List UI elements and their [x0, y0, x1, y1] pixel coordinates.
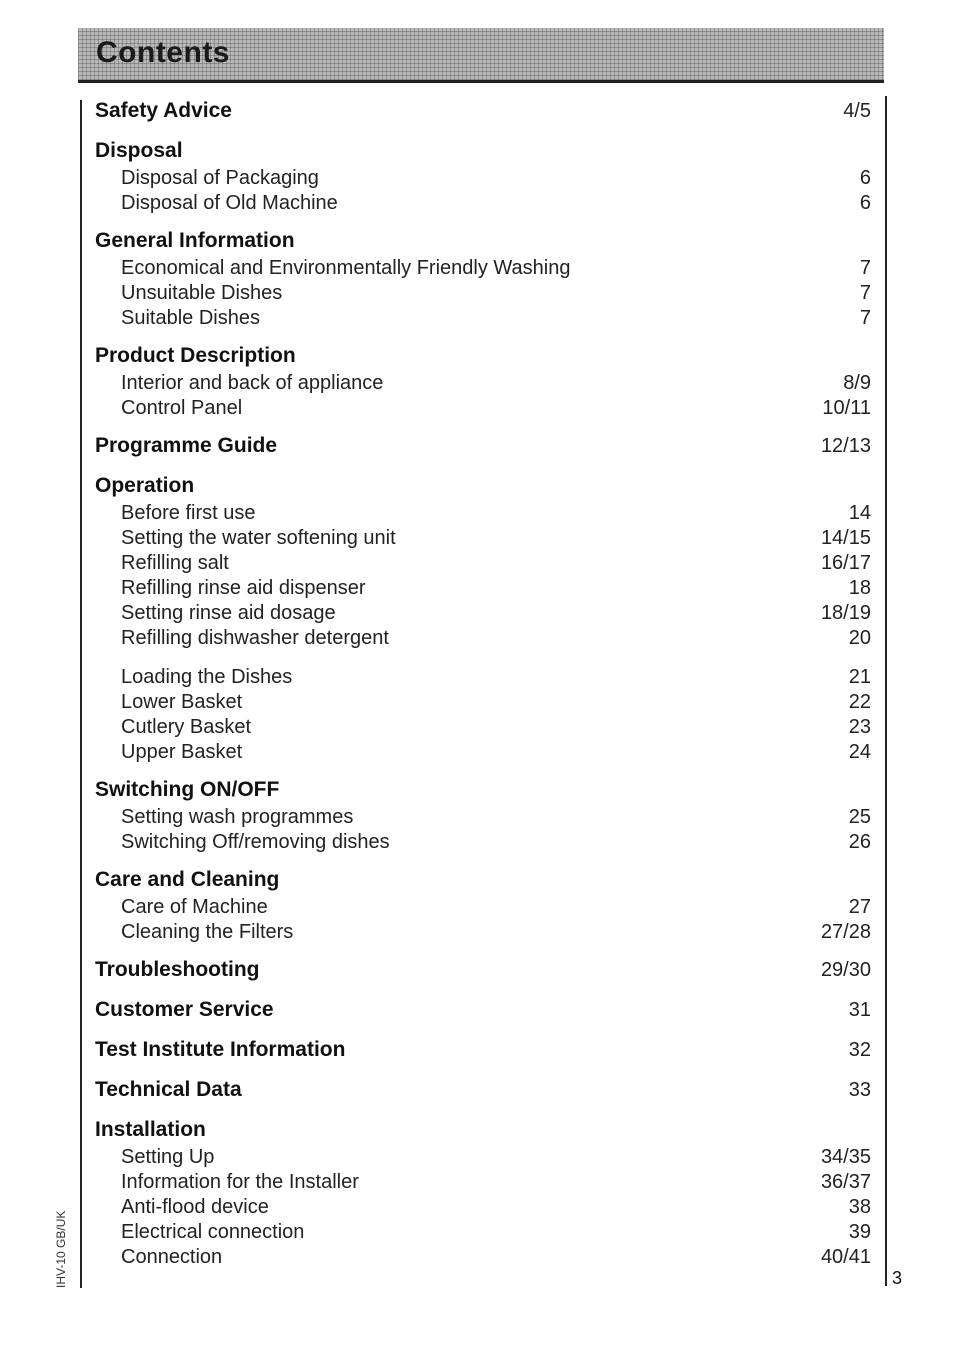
toc-section — [95, 431, 871, 461]
toc-entry-page: 27 — [848, 896, 871, 918]
toc-entry[interactable] — [95, 740, 871, 765]
toc-entry-label: Switching Off/removing dishes — [121, 831, 390, 853]
toc-heading-title: Disposal — [95, 139, 183, 162]
toc-section — [95, 995, 871, 1025]
toc-entry[interactable] — [95, 256, 871, 281]
toc-entry[interactable] — [95, 1245, 871, 1270]
toc-heading[interactable] — [95, 775, 871, 805]
toc-heading-title: Safety Advice — [95, 99, 232, 122]
toc-entry[interactable] — [95, 1170, 871, 1195]
toc-entry[interactable] — [95, 1145, 871, 1170]
toc-entry-label: Cutlery Basket — [121, 716, 252, 738]
toc-entry-page: 14/15 — [820, 527, 871, 549]
toc-entry[interactable] — [95, 551, 871, 576]
toc-entry-page: 40/41 — [820, 1246, 871, 1268]
toc-entry-label: Upper Basket — [121, 741, 243, 763]
toc-entry[interactable] — [95, 665, 871, 690]
toc-entry-label: Refilling dishwasher detergent — [121, 627, 389, 649]
toc-entry-label: Refilling rinse aid dispenser — [121, 577, 366, 599]
toc-section — [95, 955, 871, 985]
toc-entry[interactable] — [95, 191, 871, 216]
toc-entry[interactable] — [95, 626, 871, 651]
toc-entry[interactable] — [95, 1195, 871, 1220]
toc-heading-page: 32 — [848, 1039, 871, 1061]
toc-entry[interactable] — [95, 501, 871, 526]
right-rule — [885, 96, 887, 1286]
toc-entry-page: 18/19 — [820, 602, 871, 624]
toc-entry[interactable] — [95, 396, 871, 421]
toc-entry-page: 7 — [859, 282, 871, 304]
toc-entry-page: 7 — [859, 257, 871, 279]
toc-heading[interactable] — [95, 96, 871, 126]
toc-spacer — [95, 651, 871, 665]
toc-entry-page: 24 — [848, 741, 871, 763]
toc-entry-page: 26 — [848, 831, 871, 853]
toc-entry-page: 10/11 — [822, 397, 871, 419]
toc-entry-label: Care of Machine — [121, 896, 268, 918]
toc-entry[interactable] — [95, 601, 871, 626]
toc-heading-title: Care and Cleaning — [95, 868, 280, 891]
toc-entry-label: Cleaning the Filters — [121, 921, 294, 943]
toc-entry-page: 20 — [848, 627, 871, 649]
toc-entry[interactable] — [95, 576, 871, 601]
toc-section — [95, 1115, 871, 1270]
toc-entry[interactable] — [95, 920, 871, 945]
toc-section — [95, 1075, 871, 1105]
toc-entry-page: 27/28 — [820, 921, 871, 943]
toc-heading-page: 29/30 — [820, 959, 871, 981]
toc-heading[interactable] — [95, 995, 871, 1025]
toc-heading-title: Product Description — [95, 344, 296, 367]
toc-entry[interactable] — [95, 371, 871, 396]
toc-entry-label: Unsuitable Dishes — [121, 282, 283, 304]
toc-heading[interactable] — [95, 136, 871, 166]
toc-entry-page: 8/9 — [843, 372, 871, 394]
toc-heading[interactable] — [95, 1075, 871, 1105]
document-code: IHV-10 GB/UK — [54, 1210, 68, 1288]
toc-entry[interactable] — [95, 895, 871, 920]
toc-entry-page: 25 — [848, 806, 871, 828]
toc-section — [95, 1035, 871, 1065]
toc-entry[interactable] — [95, 166, 871, 191]
toc-heading[interactable] — [95, 471, 871, 501]
table-of-contents — [95, 96, 871, 1280]
toc-heading-title: Operation — [95, 474, 195, 497]
toc-entry-label: Loading the Dishes — [121, 666, 293, 688]
toc-section — [95, 226, 871, 331]
toc-entry-label: Setting Up — [121, 1146, 215, 1168]
toc-entry-label: Electrical connection — [121, 1221, 305, 1243]
page-title: Contents — [96, 36, 230, 69]
toc-heading[interactable] — [95, 226, 871, 256]
toc-entry-page: 14 — [848, 502, 871, 524]
toc-entry-page: 18 — [848, 577, 871, 599]
toc-entry-label: Information for the Installer — [121, 1171, 359, 1193]
toc-entry[interactable] — [95, 690, 871, 715]
toc-entry-label: Disposal of Packaging — [121, 167, 319, 189]
toc-entry-page: 36/37 — [820, 1171, 871, 1193]
toc-entry-label: Control Panel — [121, 397, 243, 419]
contents-banner — [78, 28, 884, 83]
toc-heading-title: Installation — [95, 1118, 206, 1141]
toc-section — [95, 865, 871, 945]
toc-heading-title: Troubleshooting — [95, 958, 260, 981]
toc-entry-label: Setting wash programmes — [121, 806, 354, 828]
toc-entry-page: 39 — [848, 1221, 871, 1243]
toc-heading-title: Switching ON/OFF — [95, 778, 280, 801]
toc-heading-page: 31 — [848, 999, 871, 1021]
toc-entry-label: Refilling salt — [121, 552, 229, 574]
toc-entry-label: Lower Basket — [121, 691, 243, 713]
toc-entry-page: 16/17 — [820, 552, 871, 574]
toc-section — [95, 471, 871, 765]
toc-entry[interactable] — [95, 715, 871, 740]
toc-entry-page: 38 — [848, 1196, 871, 1218]
toc-entry-label: Disposal of Old Machine — [121, 192, 338, 214]
toc-entry[interactable] — [95, 805, 871, 830]
toc-heading-title: Customer Service — [95, 998, 274, 1021]
toc-entry-page: 6 — [859, 167, 871, 189]
page-number: 3 — [892, 1268, 903, 1288]
toc-heading-title: Test Institute Information — [95, 1038, 346, 1061]
toc-heading[interactable] — [95, 431, 871, 461]
toc-entry-label: Economical and Environmentally Friendly Washing — [121, 257, 571, 279]
toc-entry-label: Setting rinse aid dosage — [121, 602, 336, 624]
toc-section — [95, 775, 871, 855]
toc-entry-label: Anti-flood device — [121, 1196, 269, 1218]
toc-entry-label: Interior and back of appliance — [121, 372, 384, 394]
toc-heading-title: Technical Data — [95, 1078, 242, 1101]
toc-entry-page: 34/35 — [820, 1146, 871, 1168]
toc-heading[interactable] — [95, 1035, 871, 1065]
toc-section — [95, 96, 871, 126]
toc-entry-label: Connection — [121, 1246, 223, 1268]
toc-heading[interactable] — [95, 955, 871, 985]
toc-entry-page: 23 — [848, 716, 871, 738]
toc-heading[interactable] — [95, 865, 871, 895]
toc-entry-page: 6 — [859, 192, 871, 214]
toc-heading-page: 4/5 — [843, 100, 871, 122]
toc-entry[interactable] — [95, 306, 871, 331]
toc-heading-title: General Information — [95, 229, 295, 252]
toc-entry[interactable] — [95, 1220, 871, 1245]
toc-heading-title: Programme Guide — [95, 434, 278, 457]
toc-heading[interactable] — [95, 1115, 871, 1145]
toc-entry[interactable] — [95, 526, 871, 551]
toc-entry[interactable] — [95, 830, 871, 855]
toc-entry-label: Suitable Dishes — [121, 307, 260, 329]
toc-heading-page: 33 — [848, 1079, 871, 1101]
left-rule — [80, 100, 82, 1288]
toc-entry-page: 21 — [848, 666, 871, 688]
toc-entry-page: 22 — [848, 691, 871, 713]
toc-heading-page: 12/13 — [820, 435, 871, 457]
toc-heading[interactable] — [95, 341, 871, 371]
toc-entry-label: Before first use — [121, 502, 256, 524]
toc-section — [95, 136, 871, 216]
toc-section — [95, 341, 871, 421]
toc-entry-page: 7 — [859, 307, 871, 329]
toc-entry-label: Setting the water softening unit — [121, 527, 396, 549]
toc-entry[interactable] — [95, 281, 871, 306]
